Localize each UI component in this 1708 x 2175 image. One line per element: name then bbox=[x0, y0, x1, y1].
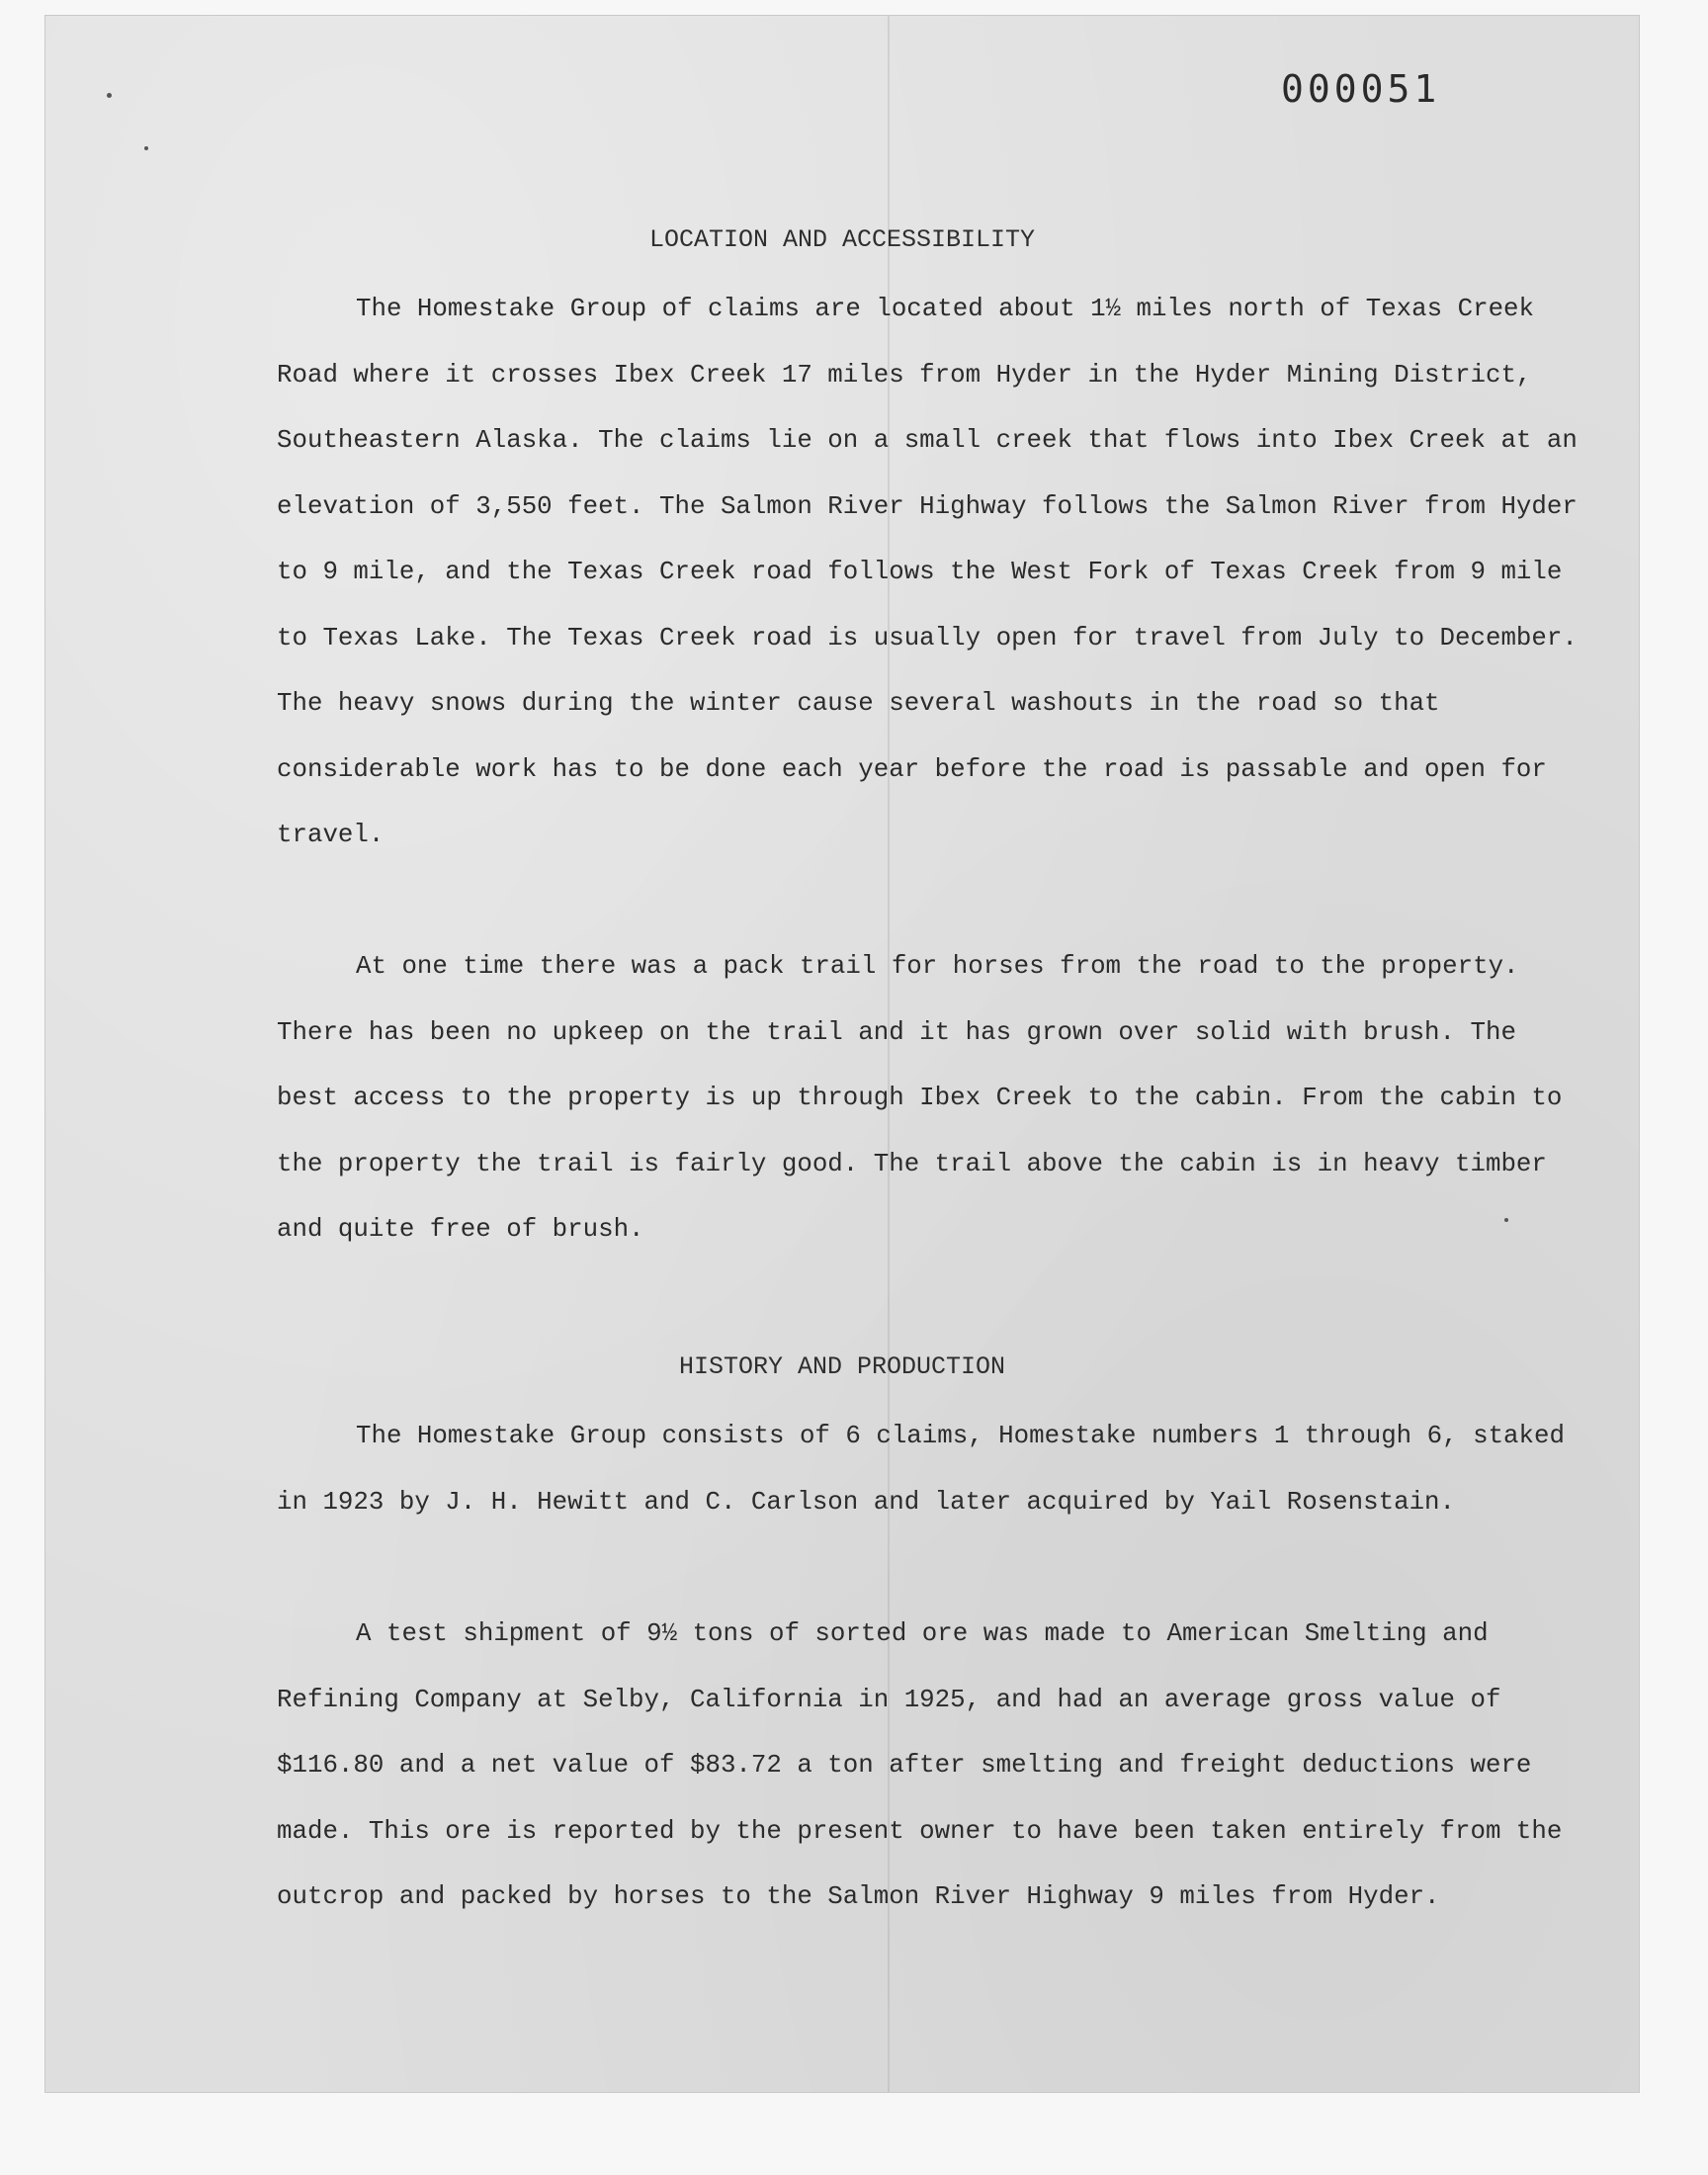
dust-speck bbox=[144, 146, 148, 150]
page-number: 000051 bbox=[1281, 67, 1441, 111]
paragraph-location: The Homestake Group of claims are located about 1½ miles north of Texas Creek Road where it crosses Ibex Creek 17 miles from Hyder in the Hyder Mining District, Southeastern Alaska. The claims lie on a small creek that flows into Ibex Creek at an elevation of 3,550 feet. The Salmon River Highway follows the Salmon River from Hyder to 9 mile, and the Texas Creek road follows the West Fork of Texas Creek from 9 mile to Texas Lake. The Texas Creek road is usually open for travel from July to December. The heavy snows during the winter cause several washouts in the road so that considerable work has to be done each year before the road is passable and open for travel. bbox=[277, 295, 1578, 849]
paragraph-claims: The Homestake Group consists of 6 claims, Homestake numbers 1 through 6, staked in 1923 by J. H. Hewitt and C. Carlson and later acquired by Yail Rosenstain. bbox=[277, 1422, 1565, 1517]
section-heading-location: LOCATION AND ACCESSIBILITY bbox=[648, 225, 1036, 254]
section-heading-history: HISTORY AND PRODUCTION bbox=[678, 1352, 1006, 1381]
paragraph-trail: At one time there was a pack trail for horses from the road to the property. There has been no upkeep on the trail and it has grown over solid with brush. The best access to the property is up through Ibex Creek to the cabin. From the cabin to the property the trail is fairly good. The trail above the cabin is in heavy timber and quite free of brush. bbox=[277, 952, 1563, 1244]
document-page bbox=[45, 16, 1639, 2092]
paragraph-shipment: A test shipment of 9½ tons of sorted ore was made to American Smelting and Refining Company at Selby, California in 1925, and had an average gross value of $116.80 and a net value of $83.72 a ton after smelting and freight deductions were made. This ore is reported by the present owner to have been taken entirely from the outcrop and packed by horses to the Salmon River Highway 9 miles from Hyder. bbox=[277, 1619, 1563, 1911]
dust-speck bbox=[107, 93, 112, 98]
